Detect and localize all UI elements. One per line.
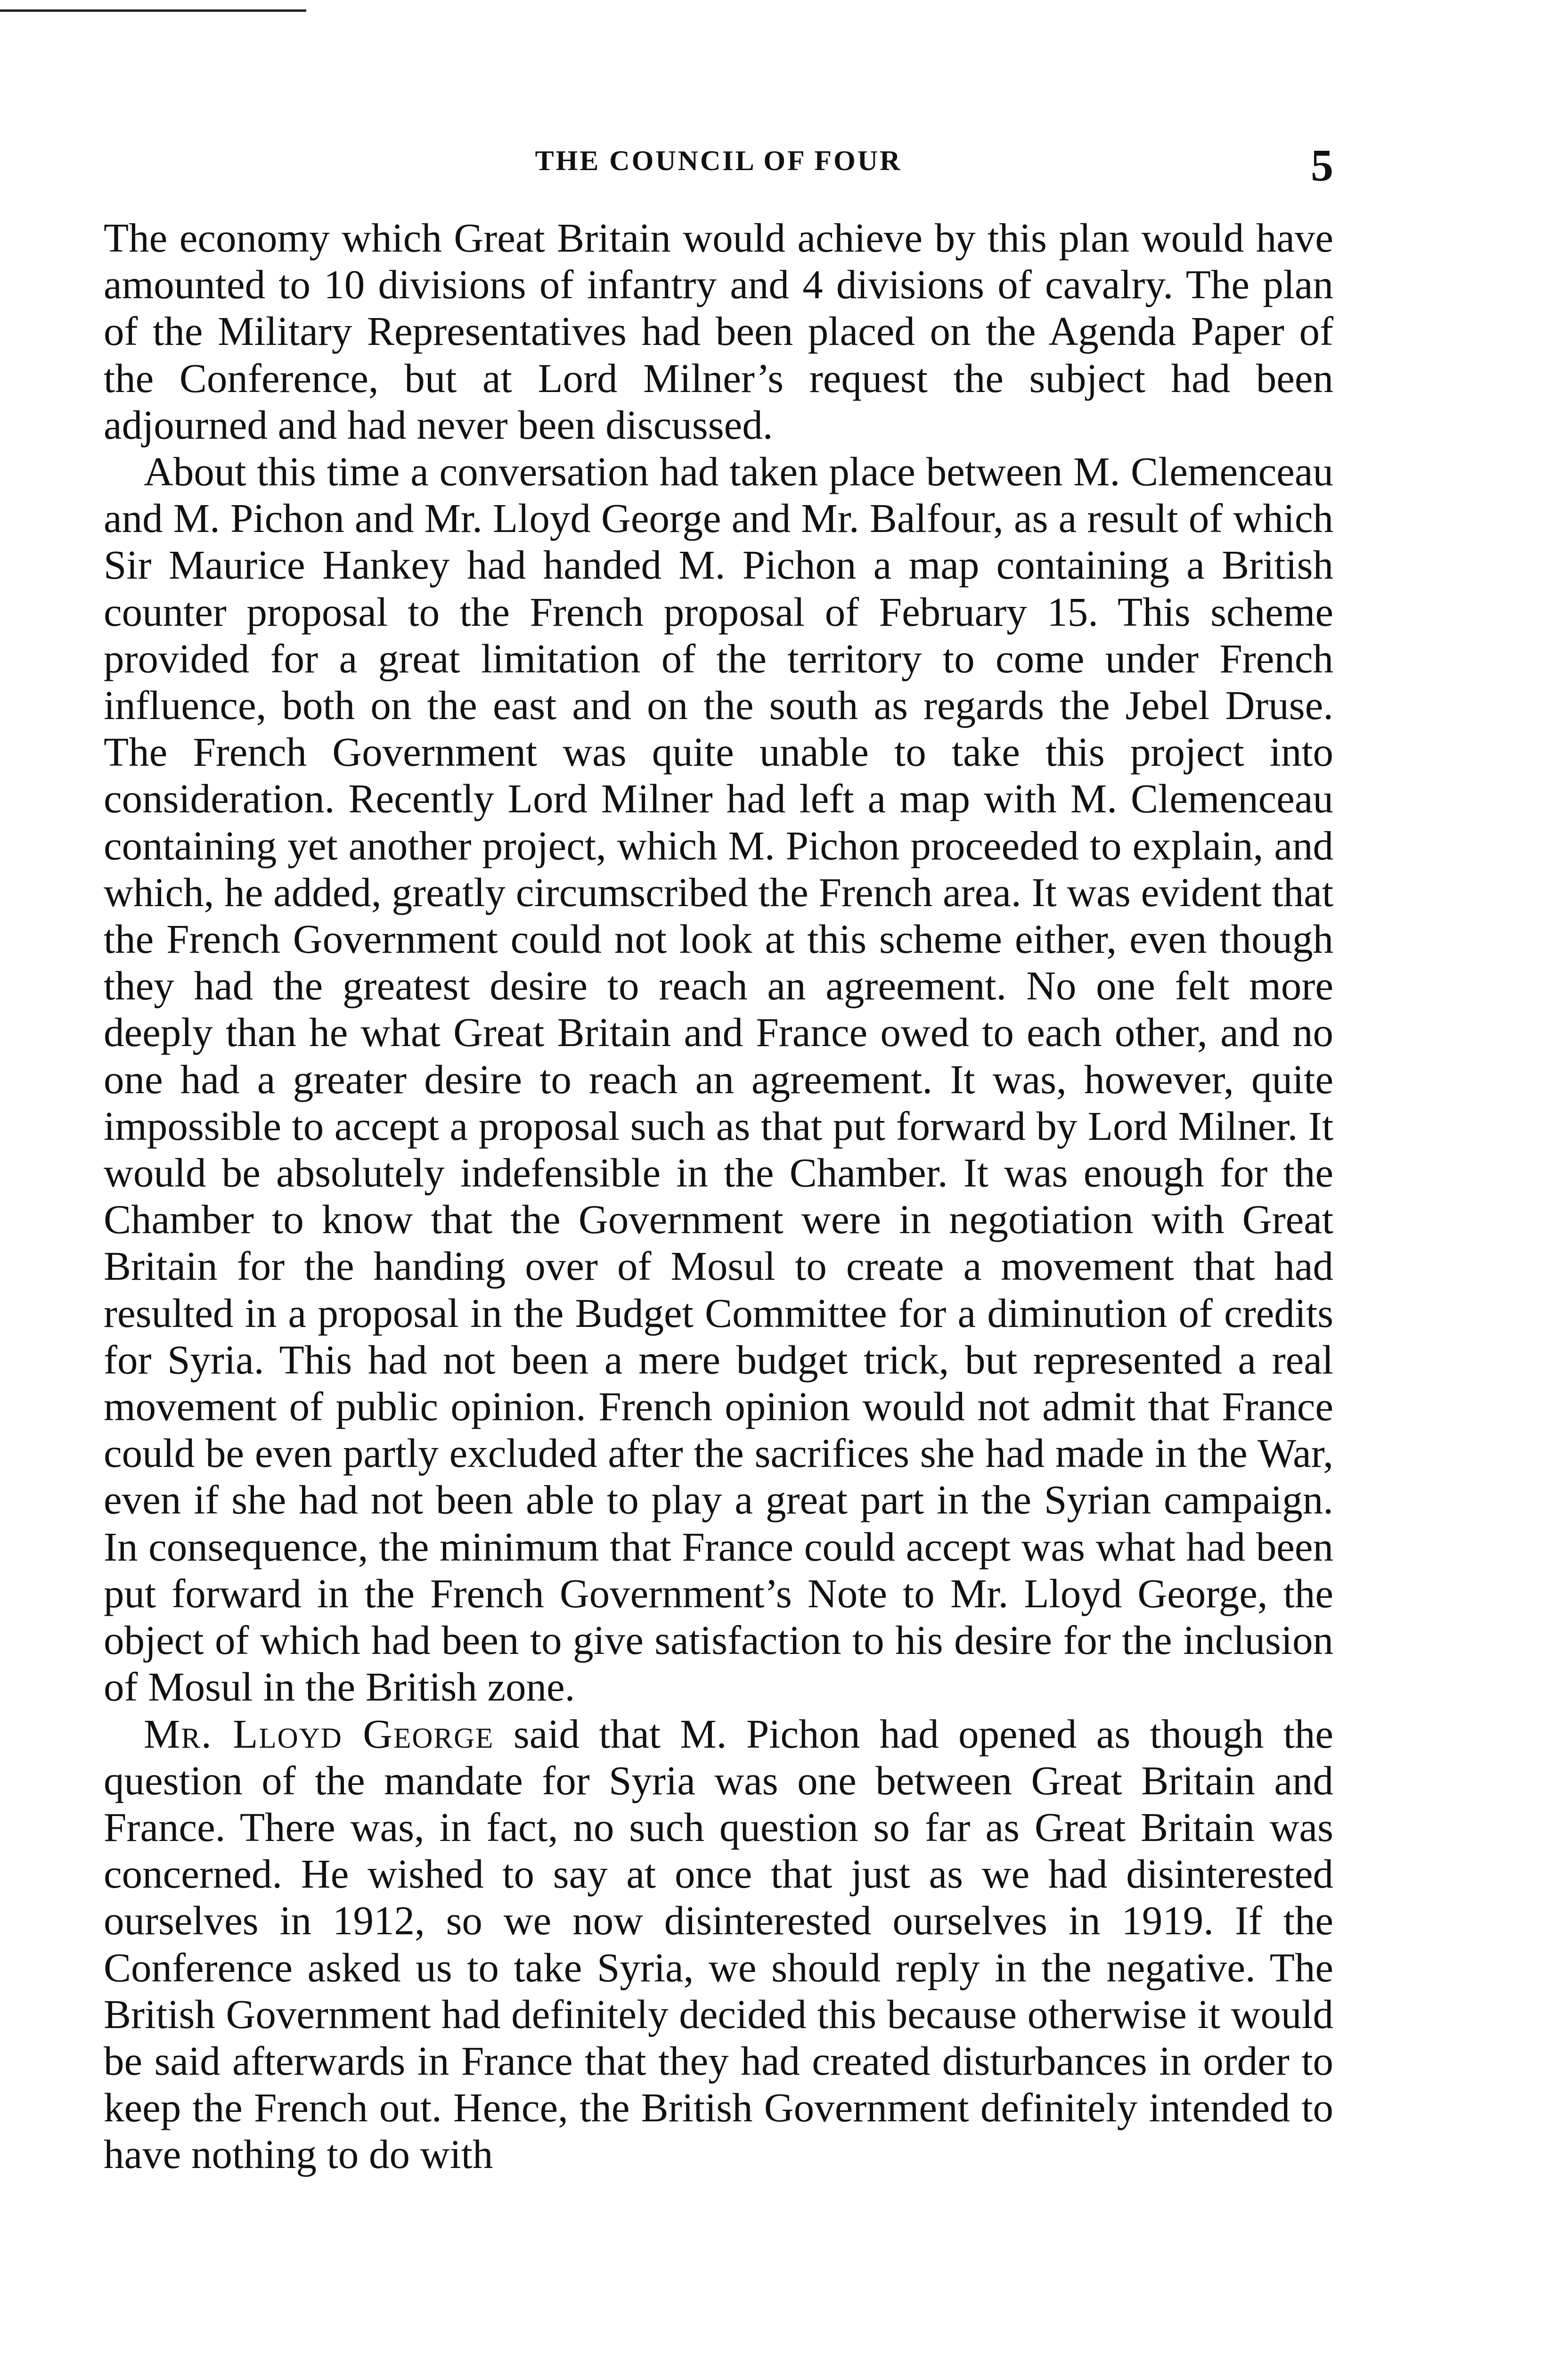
scan-edge-rule: [0, 9, 306, 12]
page-number: 5: [1311, 140, 1333, 190]
paragraph: About this time a conversation had taken place between M. Clemenceau and M. Pichon and Mr. Lloyd George and Mr. Balfour, as a result of which Sir Maurice Hankey had handed M. Pichon a map containing a British counter proposal to the French proposal of February 15. This scheme provided for a great limitation of the territory to come under French influence, both on the east and on the south as regards the Jebel Druse. The French Government was quite unable to take this project into consideration. Recently Lord Milner had left a map with M. Clemenceau containing yet another project, which M. Pichon proceeded to explain, and which, he added, greatly circumscribed the French area. It was evident that the French Government could not look at this scheme either, even though they had the greatest desire to reach an agreement. No one felt more deeply than he what Great Britain and France owed to each other, and no one had a greater desire to reach an agreement. It was, however, quite impossible to accept a proposal such as that put forward by Lord Milner. It would be absolutely indefensible in the Chamber. It was enough for the Chamber to know that the Government were in negotiation with Great Britain for the handing over of Mosul to create a movement that had resulted in a proposal in the Budget Committee for a diminution of credits for Syria. This had not been a mere budget trick, but represented a real movement of public opinion. French opinion would not admit that France could be even partly excluded after the sacrifices she had made in the War, even if she had not been able to play a great part in the Syrian campaign. In consequence, the minimum that France could accept was what had been put forward in the French Government’s Note to Mr. Lloyd George, the object of which had been to give satisfaction to his desire for the inclusion of Mosul in the British zone.: [104, 449, 1333, 1710]
running-title: THE COUNCIL OF FOUR: [535, 145, 902, 176]
speaker-name: Mr. Lloyd George: [144, 1710, 494, 1757]
paragraph: The economy which Great Britain would achieve by this plan would have amounted to 10 divisions of infantry and 4 divisions of cavalry. The plan of the Military Representatives had been placed on the Agenda Paper of the Conference, but at Lord Milner’s request the subject had been adjourned and had never been discussed.: [104, 215, 1333, 448]
paragraph: [104, 1710, 1333, 2178]
body-text: [104, 214, 1333, 2178]
paragraph-text: said that M. Pichon had opened as though the question of the mandate for Syria was one between Great Britain and France. There was, in fact, no such question so far as Great Britain was concerned. He wished to say at once that just as we had disinterested ourselves in 1912, so we now disinterested ourselves in 1919. If the Conference asked us to take Syria, we should reply in the negative. The British Government had definitely decided this because otherwise it would be said afterwards in France that they had created disturbances in order to keep the French out. Hence, the British Government definitely intended to have nothing to do with: [104, 1710, 1334, 2177]
running-header: [104, 139, 1333, 191]
